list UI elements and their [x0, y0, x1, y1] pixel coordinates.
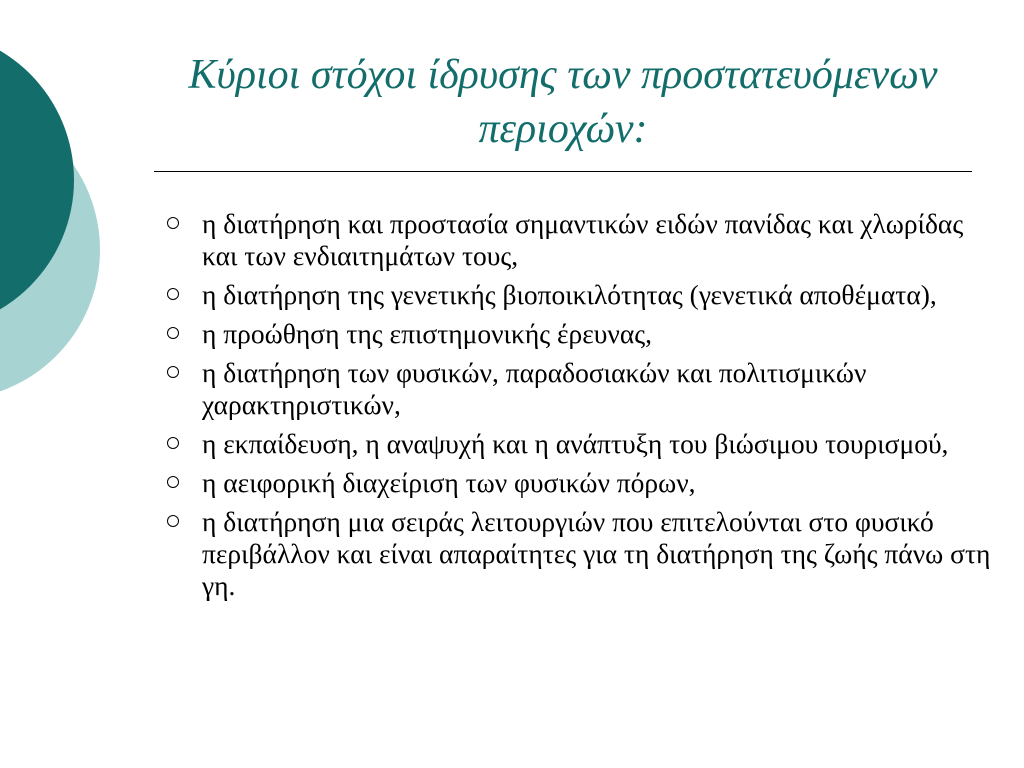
bullet-item	[163, 208, 993, 272]
hollow-circle-bullet-icon	[167, 366, 179, 378]
bullet-text: η εκπαίδευση, η αναψυχή και η ανάπτυξη του βιώσιμου τουρισμού,	[202, 428, 949, 459]
bullet-text: η διατήρηση μια σειράς λειτουργιών που επιτελούνται στο φυσικό περιβάλλον και είναι απαραίτητες για τη διατήρηση της ζωής πάνω στη γη.	[202, 506, 991, 601]
bullet-item	[163, 428, 993, 460]
bullet-list	[163, 208, 993, 609]
bullet-text: η αειφορική διαχείριση των φυσικών πόρων,	[202, 467, 696, 498]
bullet-item	[163, 467, 993, 499]
bullet-item	[163, 279, 993, 311]
bullet-item	[163, 318, 993, 350]
hollow-circle-bullet-icon	[167, 288, 179, 300]
hollow-circle-bullet-icon	[167, 437, 179, 449]
hollow-circle-bullet-icon	[167, 476, 179, 488]
hollow-circle-bullet-icon	[167, 327, 179, 339]
slide-title: Κύριοι στόχοι ίδρυσης των προστατευόμενων περιοχών:	[188, 52, 938, 152]
hollow-circle-bullet-icon	[167, 217, 179, 229]
bullet-text: η προώθηση της επιστημονικής έρευνας,	[202, 318, 653, 349]
bullet-item	[163, 357, 993, 421]
bullet-text: η διατήρηση της γενετικής βιοποικιλότητας (γενετικά αποθέματα),	[202, 279, 937, 310]
bullet-text: η διατήρηση των φυσικών, παραδοσιακών και πολιτισμικών χαρακτηριστικών,	[202, 357, 867, 420]
bullet-text: η διατήρηση και προστασία σημαντικών ειδών πανίδας και χλωρίδας και των ενδιαιτημάτων τους,	[202, 208, 964, 271]
hollow-circle-bullet-icon	[167, 515, 179, 527]
title-divider	[154, 171, 972, 172]
bullet-item	[163, 506, 993, 602]
